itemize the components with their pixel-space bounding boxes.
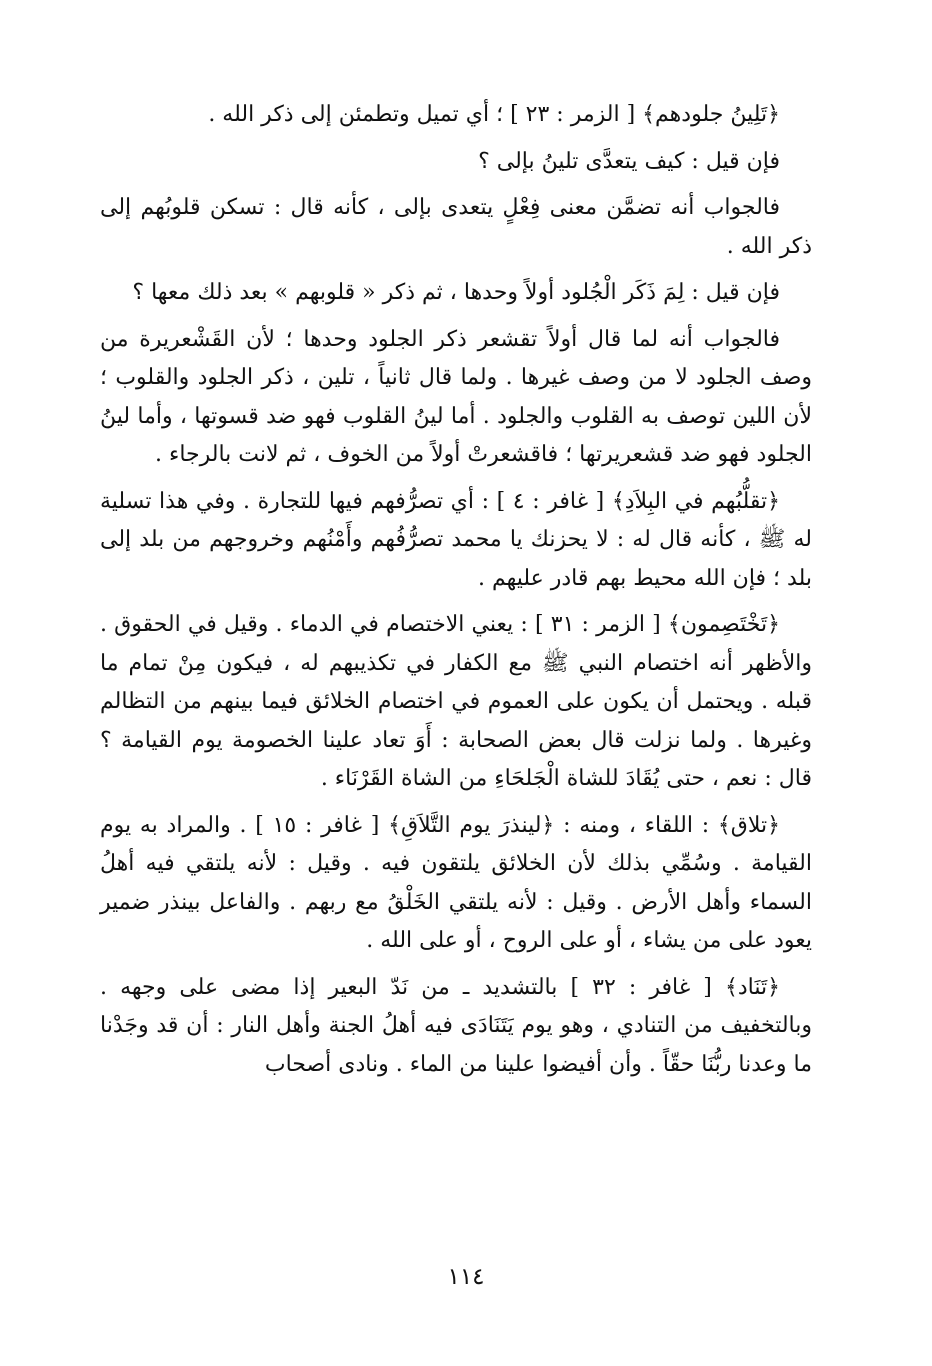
paragraph-1: ﴿تَلِينُ جلودهم﴾ [ الزمر : ٢٣ ] ؛ أي تميل وتطمئن إلى ذكر الله . <box>208 102 780 127</box>
paragraph-9: ﴿تَنَاد﴾ [ غافر : ٣٢ ] بالتشديد ـ من نَدّ البعير إذا مضى على وجهه . وبالتخفيف من التنادي ، وهو يوم يَتَنَادَى فيه أهلُ الجنة وأهل النار : أن قد وجَدْنا ما وعدنا ربُّنَا حقّاً . وأن أفيضوا علينا من الماء . ونادى أصحاب <box>100 974 812 1077</box>
paragraph-8: ﴿تلاق﴾ : اللقاء ، ومنه : ﴿لينذرَ يوم التَّلاَقِ﴾ [ غافر : ١٥ ] . والمراد به يوم القيامة . وسُمِّي بذلك لأن الخلائق يلتقون فيه . وقيل : لأنه يلتقي فيه أهلُ السماء وأهل الأرض . وقيل : لأنه يلتقي الخَلْقُ مع ربهم . والفاعل بينذر ضمير يعود على من يشاء ، أو على الروح ، أو على الله . <box>100 812 812 953</box>
paragraph-5: فالجواب أنه لما قال أولاً تقشعر ذكر الجلود وحدها ؛ لأن القَشْعريرة من وصف الجلود لا من وصف غيرها . ولما قال ثانياً ، تلين ، ذكر الجلود والقلوب ؛ لأن اللين توصف به القلوب والجلود . أما لينُ القلوب فهو ضد قسوتها ، وأما لينُ الجلود فهو ضد قشعريرتها ؛ فاقشعرتْ أولاً من الخوف ، ثم لانت بالرجاء . <box>100 326 812 467</box>
page-body <box>100 96 812 1092</box>
paragraph-3: فالجواب أنه تضمَّن معنى فِعْلٍ يتعدى بإلى ، كأنه قال : تسكن قلوبُهم إلى ذكر الله . <box>100 195 812 259</box>
paragraph-7: ﴿تَخْتَصِمون﴾ [ الزمر : ٣١ ] : يعني الاختصام في الدماء . وقيل في الحقوق . والأظهر أنه اختصام النبي ﷺ مع الكفار في تكذيبهم له ، فيكون مِنْ تمام ما قبله . ويحتمل أن يكون على العموم في اختصام الخلائق فيما بينهم من التظالم وغيرها . ولما نزلت قال بعض الصحابة : أَوَ تعاد علينا الخصومة يوم القيامة ؟ قال : نعم ، حتى يُقَادَ للشاة الْجَلحَاءِ من الشاة القَرْنَاء . <box>100 612 812 791</box>
paragraph-6: ﴿تقلُّبُهم في البِلاَدِ﴾ [ غافر : ٤ ] : أي تصرُّفهم فيها للتجارة . وفي هذا تسلية له ﷺ ، كأنه قال له : لا يحزنك يا محمد تصرُّفُهم وأَمْنُهم وخروجهم من بلد إلى بلد ؛ فإن الله محيط بهم قادر عليهم . <box>100 488 812 591</box>
page-number: ١١٤ <box>447 1264 485 1290</box>
paragraph-4: فإن قيل : لِمَ ذَكَر الْجُلود أولاً وحدها ، ثم ذكر « قلوبهم » بعد ذلك معها ؟ <box>132 280 780 305</box>
paragraph-2: فإن قيل : كيف يتعدَّى تلينُ بإلى ؟ <box>478 148 780 174</box>
